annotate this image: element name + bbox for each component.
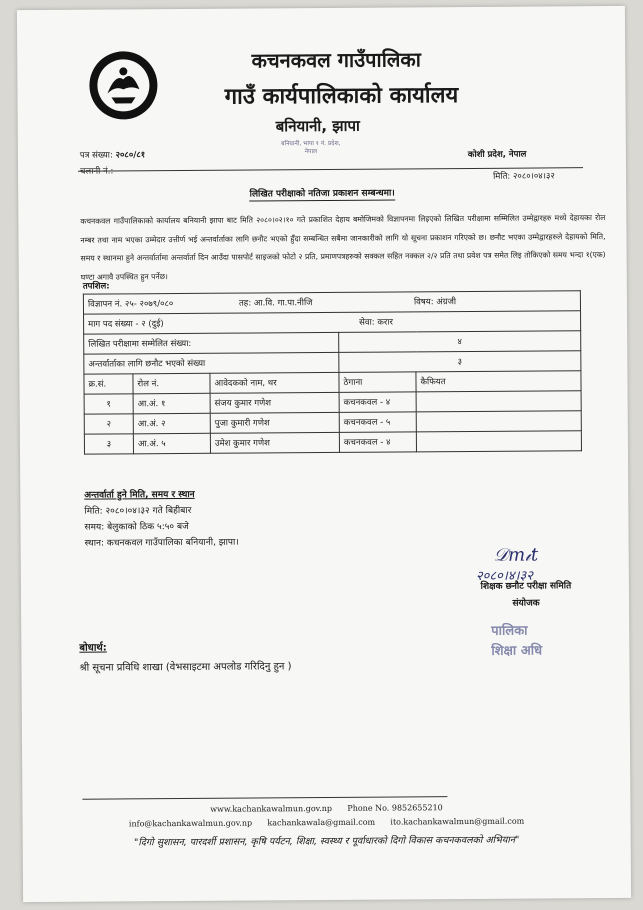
letter-number: पत्र संख्या: २०८०/८१ [79,150,146,161]
service-type: सेवा: करार [359,317,394,328]
footer-website: www.kachankawalmun.gov.np [210,803,333,814]
cell-address: कचनकवल - ५ [339,412,416,433]
letter-subject: लिखित परीक्षाको नतिजा प्रकाशन सम्बन्धमा। [249,188,395,200]
col-header-remarks: कैफियत [416,371,581,392]
cell-name: संजय कुमार गणेश [210,392,339,413]
cell-roll: आ.अं. २ [133,413,210,434]
written-label: लिखित परीक्षामा सम्मेलित संख्या: [84,332,339,354]
office-seal: बनियानी, भापा १ नं. प्रदेश, नेपाल [281,139,341,156]
footer-phone: Phone No. 9852655210 [347,803,443,813]
col-header-address: ठेगाना [339,372,416,393]
cell-sn: ३ [84,434,133,454]
post-count: माग पद संख्या - २ (दुई) [88,319,164,330]
selected-value: ३ [339,351,581,373]
cell-remarks [416,391,581,412]
handwritten-signature: 𝒟m𝒾t २०८०।४।३२ [475,544,539,584]
footer-contact-line2 [23,816,631,829]
col-header-sn: क्र.सं. [84,374,133,394]
interview-block [84,487,239,552]
level: तह: आ.वि. गा.पा.नीजि [238,298,313,309]
cell-address: कचनकवल - ४ [339,392,416,413]
cc-label: बोधार्थ: [79,642,107,654]
interview-date: मिति: २०८०।०४।३२ गते बिहीबार [84,505,192,517]
cell-roll: आ.अं. ५ [133,433,210,454]
cell-address: कचनकवल - ४ [339,432,416,453]
letter-page [17,6,631,902]
footer-email-3: ito.kachankawalmun@gmail.com [390,816,525,827]
province-name: कोशी प्रदेश, नेपाल [467,149,527,160]
col-header-roll: रोल नं. [133,373,210,394]
cell-sn: २ [84,414,133,434]
footer-slogan: "दिगो सुशासन, पारदर्शी प्रशासन, कृषि पर्यटन, शिक्षा, स्वस्थ्य र पूर्वाधारको दिगो विकास कचनकवलको अभियान" [133,834,520,849]
table-row [84,311,581,334]
details-label: तपशिल: [82,281,110,292]
written-value: ४ [339,331,581,353]
ad-number: विज्ञापन नं. २५- २०७९/०८० [87,299,174,310]
committee-name: शिक्षक छनौट परीक्षा समिति [480,581,572,592]
office-location: बनियानी, झापा [275,116,360,136]
cc-item: श्री सूचना प्रविधि शाखा (वेभसाइटमा अपलोड गरिदिनु हुन ) [79,661,292,674]
selected-label: अन्तर्वार्ताका लागि छनौट भएको संख्या [84,352,339,374]
signatory-role: संयोजक [512,598,540,609]
dispatch-number: चलानी नं.: [79,166,114,177]
cell-name: उमेश कुमार गणेश [210,432,339,453]
footer-contact-line1 [22,802,630,815]
table-row [84,431,581,454]
cell-name: पुजा कुमारी गणेश [210,412,339,433]
cell-remarks [416,431,581,452]
letter-date: मिति: २०८०।०४।३२ [493,171,555,182]
cell-sn: १ [84,394,133,414]
cell-roll: आ.अं. १ [133,393,210,414]
body-paragraph: कचनकवल गाउँपालिकाको कार्यालय बनियानी झापा बाट मिति २०८०।०२।१० गते प्रकाशित देहाय बमोजिमको विज्ञापनमा लिइएको लिखित परीक्षामा सम्मिलित उम्मेद्वारहरु मध्ये देहायका रोल नम्बर तथा नाम भएका उम्मेदार उत्तीर्ण भई अन्तर्वार्ताका लागि छनौट भएको हुँदा सम्बन्धित सबैमा जानकारीको लागि यो सूचना प्रकाशन गरिएको छ। छनौट भएका उम्मेद्वारहरुले देहायको मिति, समय र स्थानमा हुने अन्तर्वार्तामा अन्तर्वार्ता दिन आउँदा पासपोर्ट साइजको फोटो २ प्रति, प्रमाणपत्रहरुको सक्कल सहित नक्कल २/२ प्रति तथा प्रवेश पत्र समेत लिइ तोकिएको समय भन्दा १(एक) घण्टा अगावै उपस्थित हुन पर्नेछ। [80,213,606,282]
office-name: गाउँ कार्यपालिकाको कार्यालय [224,83,459,110]
footer-email-1: info@kachankawalmun.gov.np [128,818,253,829]
interview-heading: अन्तर्वार्ता हुने मिति, समय र स्थान [84,489,195,501]
col-header-name: आवेदकको नाम, थर [210,372,339,393]
footer-rule [82,796,447,800]
exam-subject: विषय: अंग्रजी [413,297,457,308]
results-table [83,290,582,454]
footer-email-2: kachankawala@gmail.com [267,817,376,828]
interview-time: समय: बेलुकाको ठिक ५:५० बजे [84,521,189,533]
municipality-name: कचनकवल गाउँपालिका [251,47,422,73]
signatory-block [426,578,626,613]
office-stamp: पालिका शिक्षा अधि [491,623,543,659]
interview-place: स्थान: कचनकवल गाउँपालिका बनियानी, झापा। [84,537,239,549]
cell-remarks [416,411,581,432]
